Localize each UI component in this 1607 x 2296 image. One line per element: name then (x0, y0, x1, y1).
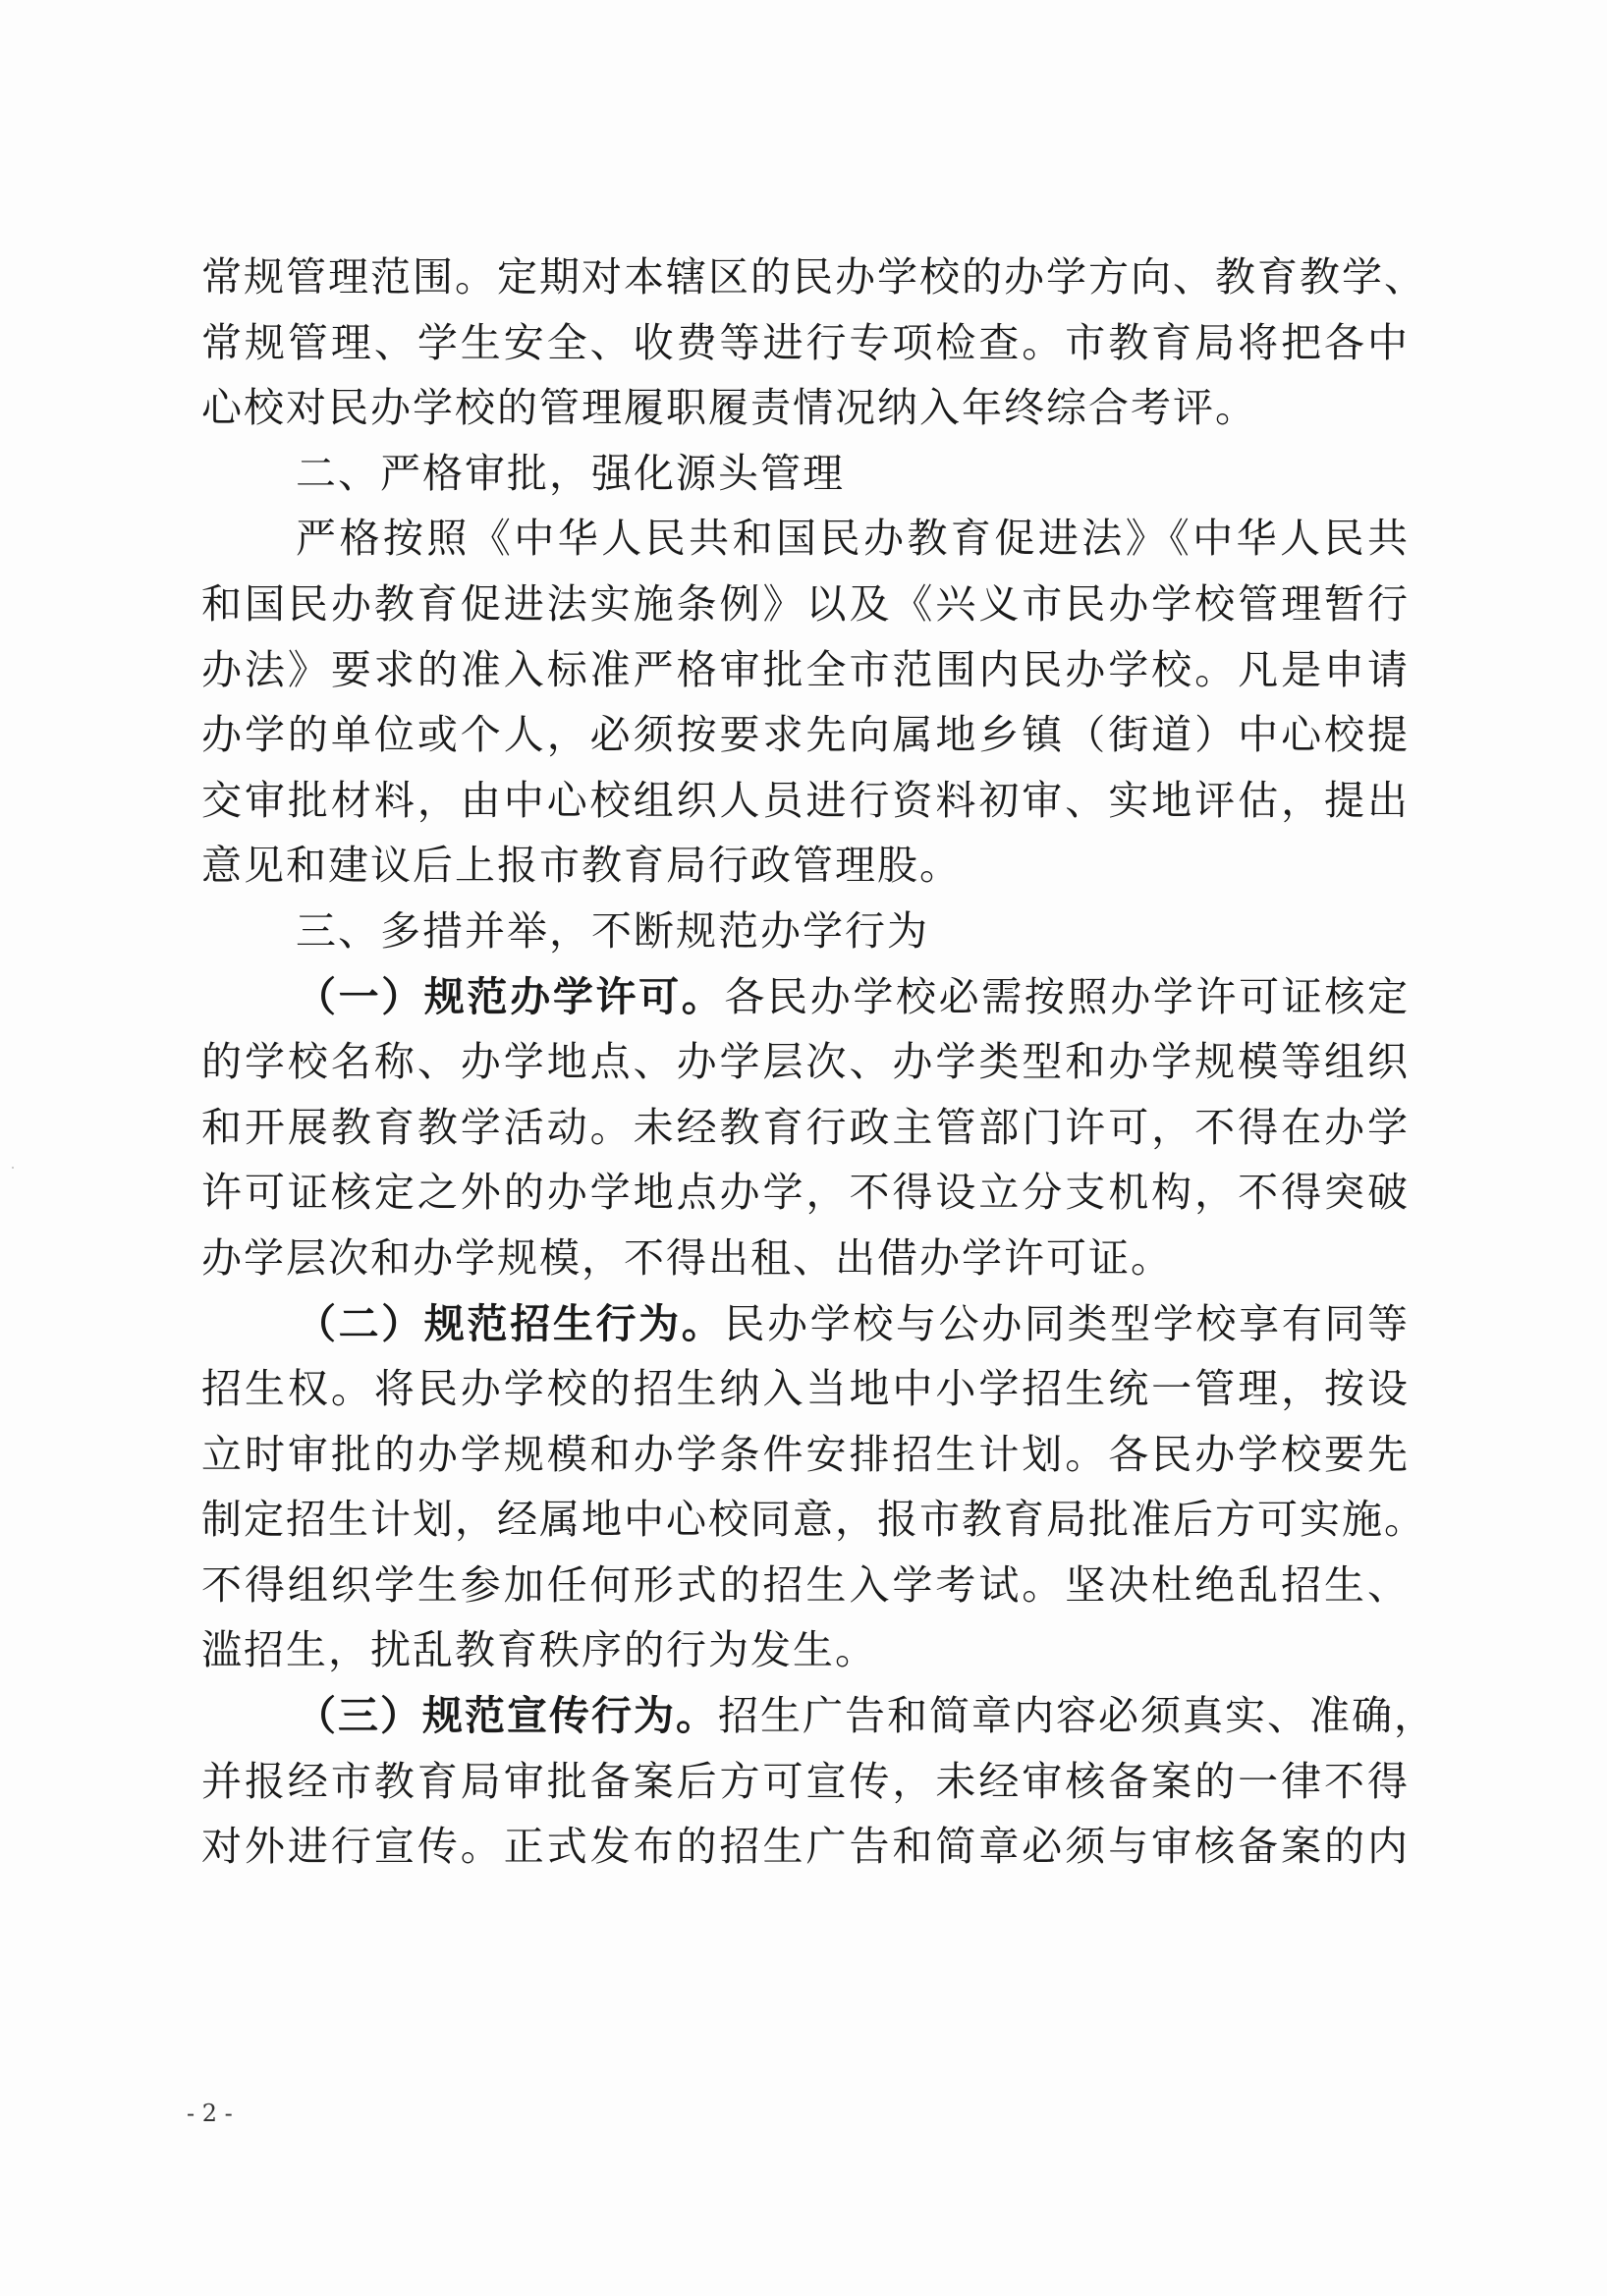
body-text (201, 253, 1436, 1888)
text-line: 办学的单位或个人，必须按要求先向属地乡镇（街道）中心校提 (201, 711, 1410, 759)
subheading-3: （三）规范宣传行为。 (296, 1692, 718, 1740)
text-line: 制定招生计划，经属地中心校同意，报市教育局批准后方可实施。 (201, 1496, 1426, 1544)
scan-speck (12, 1167, 14, 1169)
text-line: 和开展教育教学活动。未经教育行政主管部门许可，不得在办学 (201, 1103, 1410, 1151)
text-run: 招生广告和简章内容必须真实、准确， (718, 1692, 1436, 1740)
text-run: 各民办学校必需按照办学许可证核定 (724, 972, 1411, 1020)
text-line: 办学层次和办学规模，不得出租、出借办学许可证。 (201, 1233, 1173, 1282)
text-line: 意见和建议后上报市教育局行政管理股。 (201, 842, 962, 890)
text-line: 严格按照《中华人民共和国民办教育促进法》《中华人民共 (296, 515, 1410, 563)
text-line: 常规管理、学生安全、收费等进行专项检查。市教育局将把各中 (201, 318, 1410, 366)
text-line: 常规管理范围。定期对本辖区的民办学校的办学方向、教育教学、 (201, 253, 1426, 301)
text-line: 办法》要求的准入标准严格审批全市范围内民办学校。凡是申请 (201, 645, 1410, 693)
text-line: 心校对民办学校的管理履职履责情况纳入年终综合考评。 (201, 384, 1257, 432)
page-number: - 2 - (187, 2100, 233, 2127)
subheading-2: （二）规范招生行为。 (296, 1299, 725, 1347)
text-line: 招生权。将民办学校的招生纳入当地中小学招生统一管理，按设 (201, 1365, 1410, 1413)
text-line: 对外进行宣传。正式发布的招生广告和简章必须与审核备案的内 (201, 1823, 1410, 1871)
text-line: 不得组织学生参加任何形式的招生入学考试。坚决杜绝乱招生、 (201, 1560, 1410, 1609)
section-heading-3: 三、多措并举，不断规范办学行为 (296, 906, 929, 955)
text-line: 许可证核定之外的办学地点办学，不得设立分支机构，不得突破 (201, 1169, 1410, 1217)
section-heading-2: 二、严格审批，强化源头管理 (296, 449, 845, 497)
text-line: 和国民办教育促进法实施条例》以及《兴义市民办学校管理暂行 (201, 579, 1410, 628)
paragraph-lead-line (201, 973, 1410, 1020)
text-line: 立时审批的办学规模和办学条件安排招生计划。各民办学校要先 (201, 1430, 1410, 1478)
paragraph-lead-line (201, 1692, 1436, 1740)
text-line: 的学校名称、办学地点、办学层次、办学类型和办学规模等组织 (201, 1038, 1410, 1086)
text-run: 民办学校与公办同类型学校享有同等 (724, 1299, 1411, 1347)
subheading-1: （一）规范办学许可。 (296, 972, 725, 1020)
paragraph-lead-line (201, 1300, 1410, 1347)
text-line: 并报经市教育局审批备案后方可宣传，未经审核备案的一律不得 (201, 1757, 1410, 1805)
text-line: 滥招生，扰乱教育秩序的行为发生。 (201, 1626, 877, 1674)
text-line: 交审批材料，由中心校组织人员进行资料初审、实地评估，提出 (201, 776, 1410, 824)
